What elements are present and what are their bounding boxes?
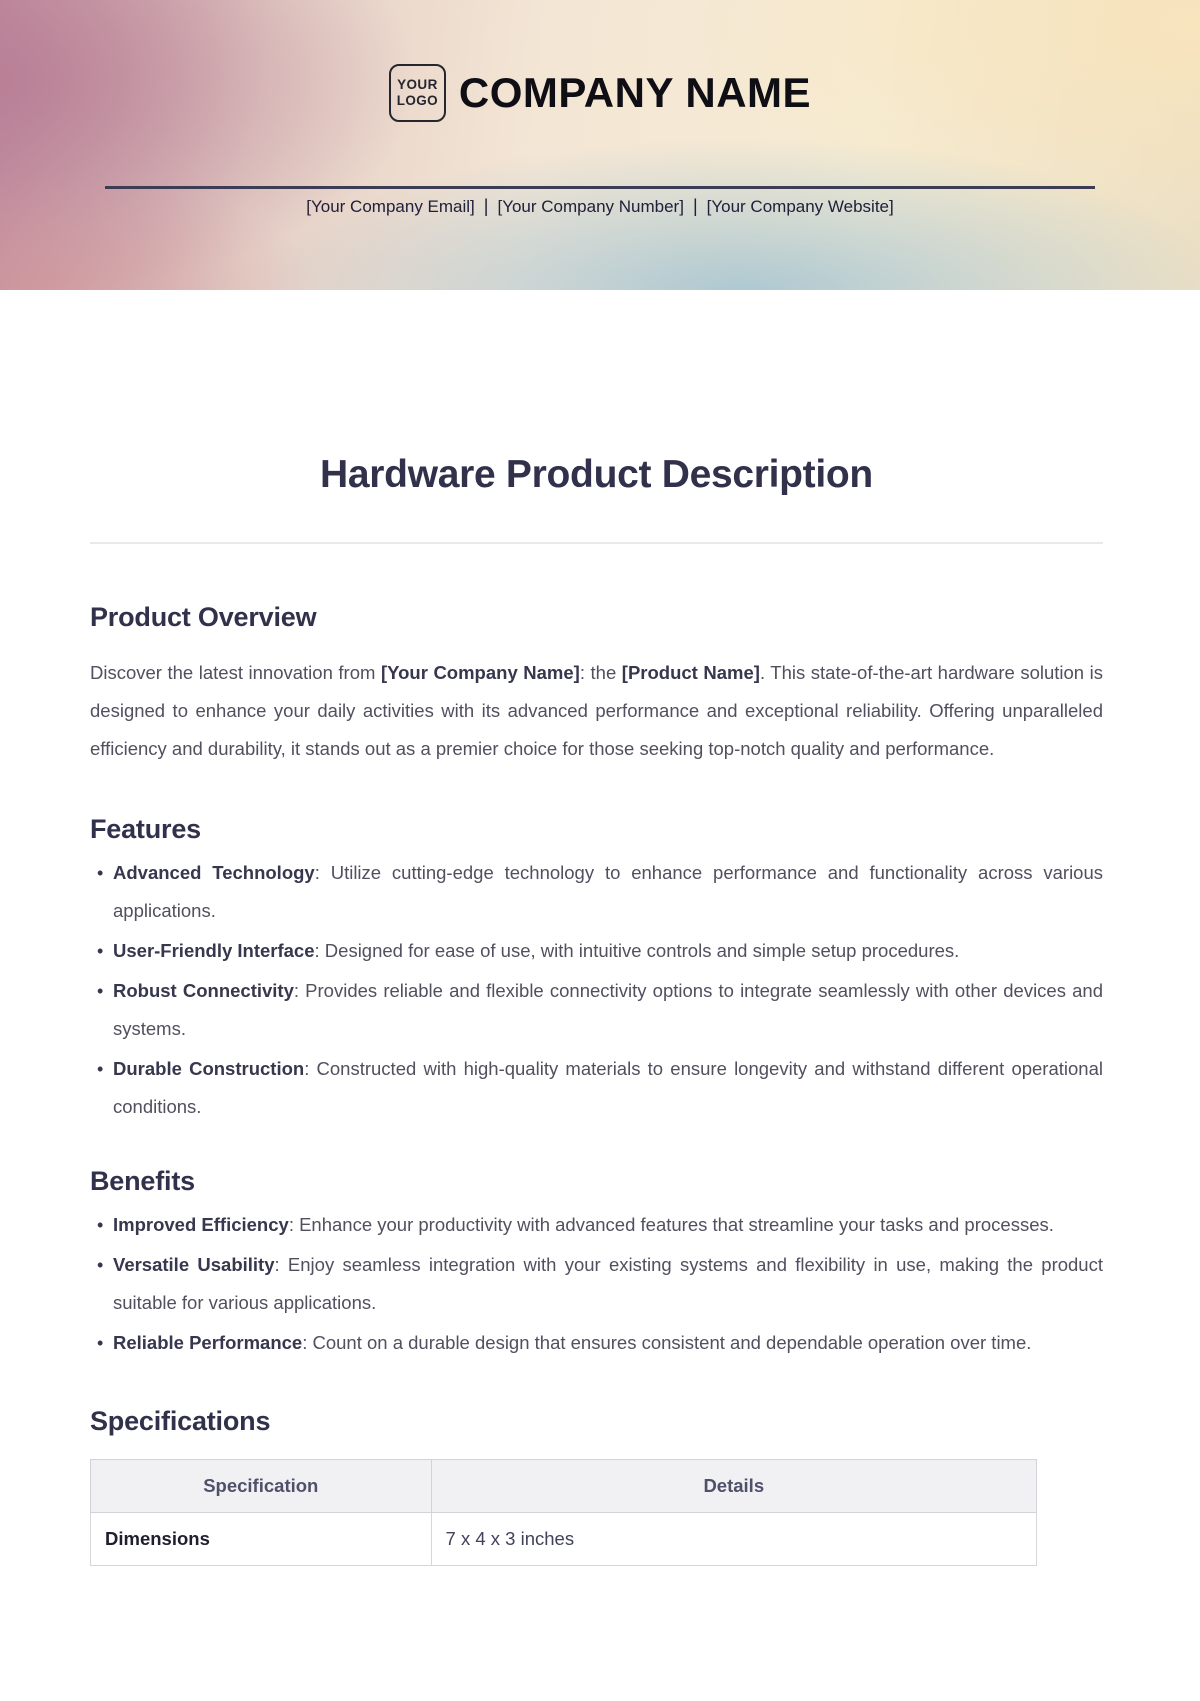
specifications-table: [90, 1459, 1037, 1566]
feature-label: User-Friendly Interface: [113, 939, 315, 961]
benefit-label: Reliable Performance: [113, 1331, 303, 1353]
details-column-header: Details: [431, 1460, 1036, 1513]
contact-separator: |: [692, 196, 698, 216]
company-email-placeholder: [Your Company Email]: [306, 197, 475, 216]
document-body: [90, 453, 1103, 1566]
benefit-description: : Count on a durable design that ensures consistent and dependable operation over time.: [302, 1331, 1032, 1353]
benefits-heading: Benefits: [90, 1165, 195, 1196]
specifications-heading: Specifications: [90, 1405, 271, 1436]
feature-item: [90, 972, 1103, 1048]
section-features: [90, 814, 1103, 1126]
company-logo-placeholder: [389, 64, 446, 122]
feature-label: Advanced Technology: [113, 861, 315, 883]
benefit-label: Improved Efficiency: [113, 1213, 289, 1235]
benefit-item: [90, 1206, 1103, 1244]
brand-row: [0, 0, 1200, 122]
logo-text-line2: LOGO: [396, 93, 439, 108]
company-banner: [0, 0, 1200, 290]
feature-description: : Provides reliable and flexible connectivity options to integrate seamlessly with other devices and systems.: [113, 979, 1103, 1039]
table-row: [91, 1513, 1037, 1566]
benefit-description: : Enhance your productivity with advanced features that streamline your tasks and processes.: [288, 1213, 1054, 1235]
feature-item: [90, 854, 1103, 930]
banner-divider: [105, 186, 1095, 189]
benefit-item: [90, 1324, 1103, 1362]
spec-table-body: [91, 1513, 1037, 1566]
spec-table-header-row: [91, 1460, 1037, 1513]
product-overview-heading: Product Overview: [90, 601, 317, 632]
feature-description: : Constructed with high-quality materials to ensure longevity and withstand different operational conditions.: [113, 1057, 1103, 1117]
feature-label: Robust Connectivity: [113, 979, 294, 1001]
logo-text-line1: YOUR: [397, 77, 438, 93]
product-overview-paragraph: Discover the latest innovation from [Your Company Name]: the [Product Name]. This state-of-the-art hardware solution is designed to enhance your daily activities with its advanced performance and exceptional reliability. Offering unparalleled efficiency and durability, it stands out as a premier choice for those seeking top-notch quality and performance.: [90, 661, 1103, 759]
document-title: Hardware Product Description: [320, 453, 873, 496]
benefits-list: [90, 1206, 1103, 1362]
feature-description: : Utilize cutting-edge technology to enhance performance and functionality across various applications.: [113, 861, 1104, 921]
company-website-placeholder: [Your Company Website]: [706, 197, 894, 216]
spec-column-header: Specification: [91, 1460, 432, 1513]
company-name: COMPANY NAME: [458, 69, 812, 116]
feature-item: [90, 932, 1103, 970]
section-specifications: [90, 1406, 1103, 1566]
benefit-item: [90, 1246, 1103, 1322]
spec-details-cell: 7 x 4 x 3 inches: [431, 1513, 1036, 1566]
section-benefits: [90, 1166, 1103, 1362]
feature-description: : Designed for ease of use, with intuitive controls and simple setup procedures.: [314, 939, 960, 961]
contact-info: [0, 196, 1200, 217]
company-number-placeholder: [Your Company Number]: [497, 197, 684, 216]
spec-name-cell: Dimensions: [91, 1513, 432, 1566]
feature-label: Durable Construction: [113, 1057, 305, 1079]
benefit-label: Versatile Usability: [113, 1253, 275, 1275]
contact-separator: |: [483, 196, 489, 216]
feature-item: [90, 1050, 1103, 1126]
section-product-overview: [90, 602, 1103, 768]
benefit-description: : Enjoy seamless integration with your existing systems and flexibility in use, making the product suitable for various applications.: [113, 1253, 1103, 1313]
title-divider: [90, 542, 1103, 544]
features-list: [90, 854, 1103, 1126]
features-heading: Features: [90, 813, 201, 844]
